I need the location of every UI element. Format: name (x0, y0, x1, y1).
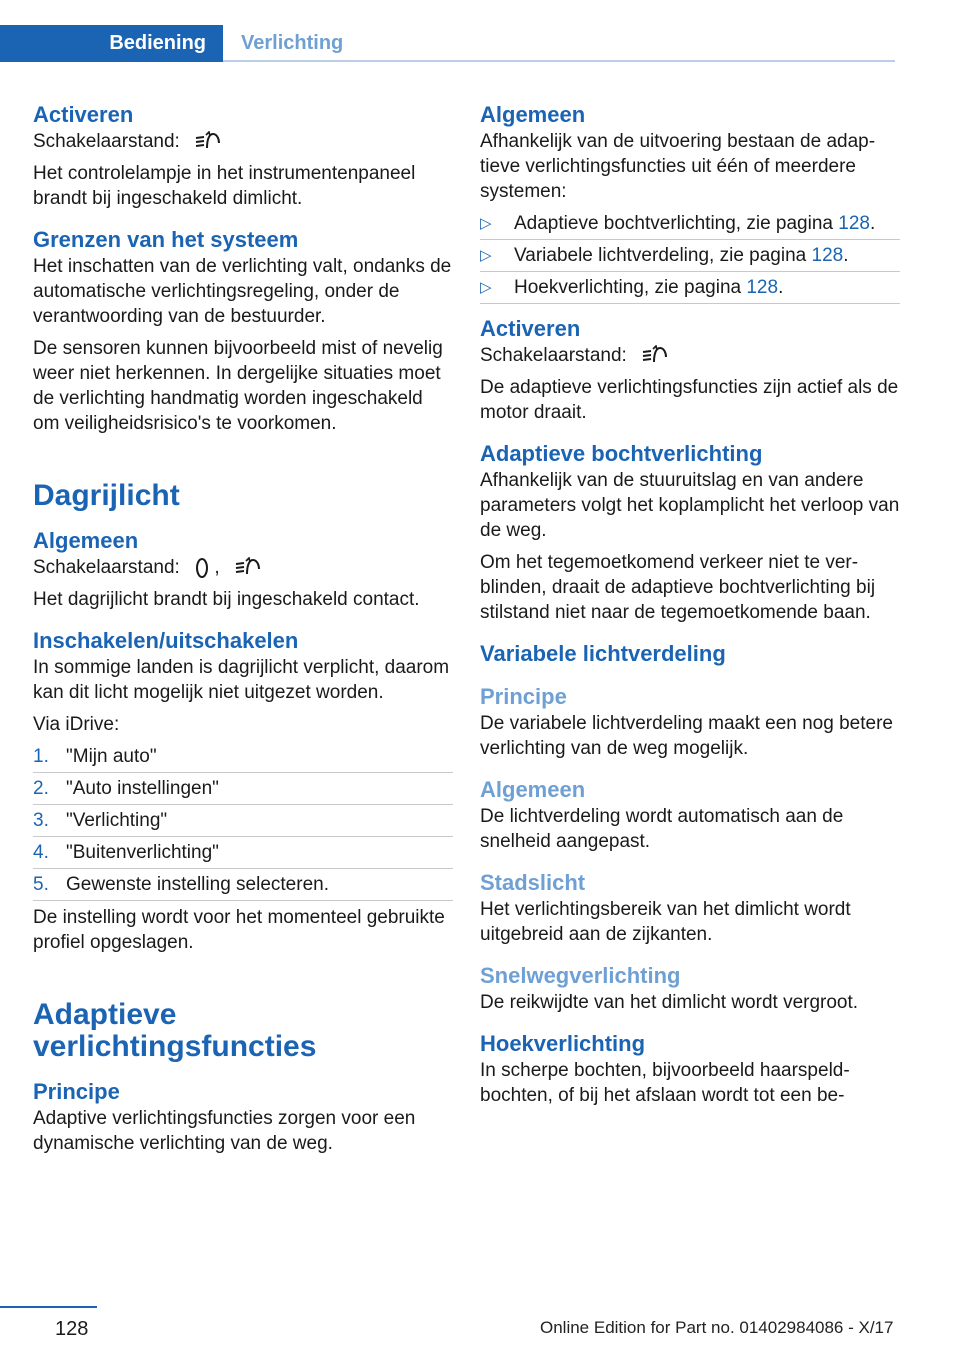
list-item: 3. "Verlichting" (33, 808, 453, 833)
triangle-bullet-icon: ▷ (480, 279, 492, 296)
activeren-description-right: De adaptieve verlichtingsfuncties zijn actief als de motor draait. (480, 377, 899, 423)
section-title-variabele: Variabele lichtverdeling (480, 641, 726, 666)
principe-paragraph: Adaptive verlichtingsfuncties zorgen voor een dynamische verlichting van de weg. (33, 1108, 416, 1154)
section-title-algemeen: Algemeen (33, 528, 139, 553)
dagrijlicht-description: Het dagrijlicht brandt bij ingeschakeld contact. (33, 589, 420, 610)
triangle-bullet-icon: ▷ (480, 215, 492, 232)
right-column (480, 100, 900, 1115)
list-item: ▷ Adaptieve bochtverlichting, zie pagina 128. (480, 211, 900, 236)
chapter-title-dagrijlicht: Dagrijlicht (33, 479, 180, 512)
page-number: 128 (55, 1318, 89, 1340)
snelweg-paragraph: De reikwijdte van het dimlicht wordt vergroot. (480, 992, 859, 1013)
bocht-paragraph-1: Afhankelijk van de stuuruitslag en van andere parameters volgt het koplamplicht het verloop van de weg. (480, 470, 900, 541)
switch-position-text (33, 129, 453, 154)
list-item: ▷ Hoekverlichting, zie pagina 128. (480, 275, 900, 300)
section-title-principe: Principe (33, 1079, 120, 1104)
page-reference-link[interactable]: 128 (746, 277, 779, 298)
auto-headlight-icon (195, 131, 221, 153)
list-item: 5. Gewenste instelling selecteren. (33, 872, 453, 897)
subsection-title-snelweg: Snelwegverlichting (480, 963, 681, 988)
grenzen-paragraph-1: Het inschatten van de verlichting valt, ondanks de automatische verlichtingsregeling, onder de verantwoording van de bestuurder. (33, 256, 452, 327)
page-reference-link[interactable]: 128 (811, 245, 844, 266)
section-title-activeren-right: Activeren (480, 316, 581, 341)
switch-position-label: Schakelaarstand: (480, 345, 627, 366)
icon-separator: , (214, 557, 220, 578)
auto-headlight-icon (642, 345, 668, 367)
algemeen-paragraph: Afhankelijk van de uitvoering bestaan de adaptieve verlichtingsfuncties uit één of meerdere systemen: (480, 131, 876, 202)
hoek-paragraph: In scherpe bochten, bijvoorbeeld haarspeldbochten, of bij het afslaan wordt tot een be- (480, 1060, 850, 1106)
idrive-steps-list (33, 744, 453, 897)
principe-paragraph-right: De variabele lichtverdeling maakt een nog betere verlichting van de weg mogelijk. (480, 713, 893, 759)
bocht-paragraph-2: Om het tegemoetkomend verkeer niet te verblinden, draait de adaptieve bochtverlichting bij stilstand niet naar de tegemoetkomende baan. (480, 552, 876, 623)
section-title-grenzen: Grenzen van het systeem (33, 227, 299, 252)
section-title-bochtverlichting: Adaptieve bochtverlichting (480, 441, 763, 466)
inschakelen-paragraph-3: De instelling wordt voor het momenteel gebruikte profiel opgeslagen. (33, 907, 445, 953)
switch-position-label: Schakelaarstand: (33, 557, 180, 578)
grenzen-paragraph-2: De sensoren kunnen bijvoorbeeld mist of nevelig weer niet herkennen. In dergelijke situaties moet de verlichting handmatig worden ingeschakeld om veiligheidsrisico's te voorkomen. (33, 338, 443, 434)
section-title-hoekverlichting: Hoekverlichting (480, 1031, 646, 1056)
systems-list (480, 211, 900, 300)
list-item: 1. "Mijn auto" (33, 744, 453, 769)
chapter-header (0, 25, 895, 62)
subsection-title-algemeen: Algemeen (480, 777, 586, 802)
algemeen2-paragraph: De lichtverdeling wordt automatisch aan de snelheid aangepast. (480, 806, 844, 852)
header-divider (223, 60, 895, 62)
list-item: 2. "Auto instellingen" (33, 776, 453, 801)
inschakelen-paragraph-1: In sommige landen is dagrijlicht verplicht, daarom kan dit licht mogelijk niet uitgezet worden. (33, 657, 450, 703)
list-item: ▷ Variabele lichtverdeling, zie pagina 128. (480, 243, 900, 268)
list-item: 4. "Buitenverlichting" (33, 840, 453, 865)
subsection-title-stadslicht: Stadslicht (480, 870, 586, 895)
stadslicht-paragraph: Het verlichtingsbereik van het dimlicht wordt uitgebreid aan de zijkanten. (480, 899, 851, 945)
triangle-bullet-icon: ▷ (480, 247, 492, 264)
page-number-divider (0, 1306, 97, 1308)
activeren-description: Het controlelampje in het instrumentenpaneel brandt bij ingeschakeld dimlicht. (33, 163, 416, 209)
section-title-inschakelen: Inschakelen/uitschakelen (33, 628, 299, 653)
inschakelen-paragraph-2: Via iDrive: (33, 714, 120, 735)
subsection-title-principe: Principe (480, 684, 567, 709)
page-reference-link[interactable]: 128 (838, 213, 870, 234)
section-title-activeren: Activeren (33, 102, 134, 127)
switch-position-text (480, 343, 900, 368)
dagrijlicht-switch-text (33, 555, 453, 580)
section-title-algemeen-right: Algemeen (480, 102, 586, 127)
edition-footer: Online Edition for Part no. 01402984086 - X/17 (540, 1318, 894, 1337)
tab-verlichting[interactable]: Verlichting (241, 32, 344, 54)
switch-position-label: Schakelaarstand: (33, 131, 180, 152)
tab-bediening[interactable]: Bediening (0, 25, 223, 62)
light-off-icon (195, 557, 209, 579)
auto-headlight-icon (235, 557, 261, 579)
chapter-title-adaptieve: Adaptieve verlichtingsfuncties (33, 998, 317, 1063)
left-column (33, 100, 453, 1163)
